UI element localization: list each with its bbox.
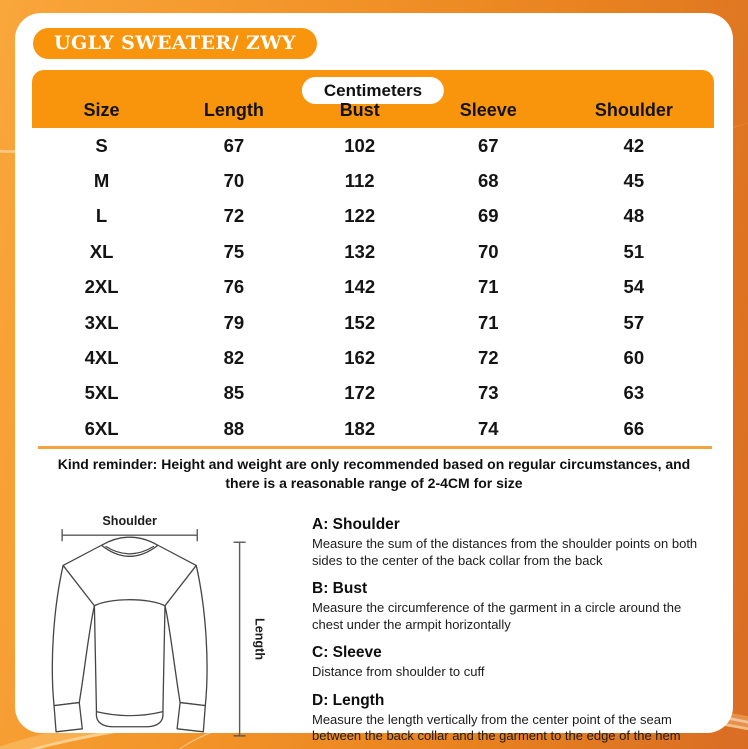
size-cell: M xyxy=(93,170,110,192)
shoulder-cell: 48 xyxy=(623,205,645,227)
shoulder-cell: 66 xyxy=(623,417,645,439)
sleeve-cell: 74 xyxy=(477,417,499,439)
measure-guide-section xyxy=(45,508,715,749)
sweater-drawing xyxy=(45,514,290,749)
length-cell: 76 xyxy=(223,276,245,298)
content-card xyxy=(15,13,733,743)
section-divider xyxy=(38,446,712,449)
length-cell: 79 xyxy=(223,311,245,333)
bust-cell: 152 xyxy=(344,311,376,333)
instruction-block-shoulder xyxy=(312,516,709,569)
shoulder-cell: 63 xyxy=(623,382,645,404)
instruction-block-bust xyxy=(312,580,709,633)
sleeve-cell: 73 xyxy=(477,382,499,404)
bust-cell: 132 xyxy=(344,240,376,262)
sweater-diagram xyxy=(45,508,290,749)
sweater-outline xyxy=(52,537,207,732)
instruction-block-length xyxy=(312,692,709,745)
table-row xyxy=(32,340,714,375)
shoulder-measure-label: Shoulder xyxy=(102,514,157,529)
shoulder-cell: 51 xyxy=(623,240,645,262)
size-cell: 2XL xyxy=(84,276,119,298)
shoulder-cell: 42 xyxy=(623,134,645,156)
unit-pill: Centimeters xyxy=(302,77,444,104)
instruction-body: Measure the length vertically from the center point of the seam between the back collar and the garment to the edge of the hem xyxy=(312,711,681,743)
bust-cell: 182 xyxy=(344,417,376,439)
table-row xyxy=(32,376,714,411)
shoulder-cell: 45 xyxy=(623,170,645,192)
bust-cell: 112 xyxy=(344,170,375,192)
table-row xyxy=(32,163,714,198)
instruction-body: Measure the sum of the distances from the shoulder points on both sides to the center of the back collar from the back xyxy=(312,536,698,568)
column-header-row xyxy=(32,100,714,121)
size-cell: S xyxy=(95,134,108,156)
size-cell: 6XL xyxy=(84,417,119,439)
sleeve-cell: 70 xyxy=(477,240,499,262)
bust-cell: 102 xyxy=(344,134,376,156)
instruction-heading: B: Bust xyxy=(312,580,368,597)
length-measure-line xyxy=(234,542,246,736)
instruction-body: Measure the circumference of the garment in a circle around the chest under the armpit horizontally xyxy=(312,600,682,632)
sleeve-cell: 68 xyxy=(477,170,499,192)
column-header-sleeve: Sleeve xyxy=(459,100,517,120)
column-header-bust: Bust xyxy=(339,100,380,120)
size-table xyxy=(32,70,714,447)
length-measure-label: Length xyxy=(252,618,267,661)
length-cell: 88 xyxy=(223,417,245,439)
table-row xyxy=(32,270,714,305)
table-row xyxy=(32,411,714,446)
length-cell: 82 xyxy=(223,347,245,369)
column-header-size: Size xyxy=(83,100,120,120)
size-cell: 4XL xyxy=(84,347,119,369)
length-cell: 75 xyxy=(223,240,245,262)
shoulder-cell: 60 xyxy=(623,347,645,369)
bust-cell: 172 xyxy=(344,382,376,404)
length-cell: 67 xyxy=(223,134,245,156)
table-row xyxy=(32,305,714,340)
table-header xyxy=(32,70,714,128)
instruction-block-sleeve xyxy=(312,644,709,681)
table-row xyxy=(32,199,714,234)
reminder-text: Kind reminder: Height and weight are only recommended based on regular circumstances, and there is a reasonable range of 2-4CM for size xyxy=(57,456,691,491)
size-cell: 3XL xyxy=(84,311,119,333)
sleeve-cell: 69 xyxy=(477,205,499,227)
instruction-heading: C: Sleeve xyxy=(312,644,382,661)
instruction-body: Distance from shoulder to cuff xyxy=(312,664,485,679)
length-cell: 72 xyxy=(223,205,245,227)
size-cell: XL xyxy=(89,240,114,262)
bust-cell: 142 xyxy=(344,276,376,298)
product-title-pill: UGLY SWEATER/ ZWY xyxy=(33,28,317,59)
table-body xyxy=(32,128,714,447)
column-header-length: Length xyxy=(203,100,264,120)
instruction-heading: D: Length xyxy=(312,691,385,709)
length-cell: 85 xyxy=(223,382,245,404)
sleeve-cell: 72 xyxy=(477,347,499,369)
sleeve-cell: 67 xyxy=(477,134,499,156)
table-row xyxy=(32,128,714,163)
bust-cell: 162 xyxy=(344,347,376,369)
shoulder-cell: 57 xyxy=(623,311,645,333)
instruction-heading: A: Shoulder xyxy=(312,516,400,533)
measure-instructions xyxy=(290,508,715,749)
length-cell: 70 xyxy=(223,170,245,192)
sleeve-cell: 71 xyxy=(477,311,499,333)
sleeve-cell: 71 xyxy=(477,276,499,298)
size-cell: L xyxy=(95,205,108,227)
table-row xyxy=(32,234,714,269)
bust-cell: 122 xyxy=(344,205,376,227)
size-cell: 5XL xyxy=(84,382,119,404)
shoulder-cell: 54 xyxy=(623,276,645,298)
column-header-shoulder: Shoulder xyxy=(594,100,673,120)
